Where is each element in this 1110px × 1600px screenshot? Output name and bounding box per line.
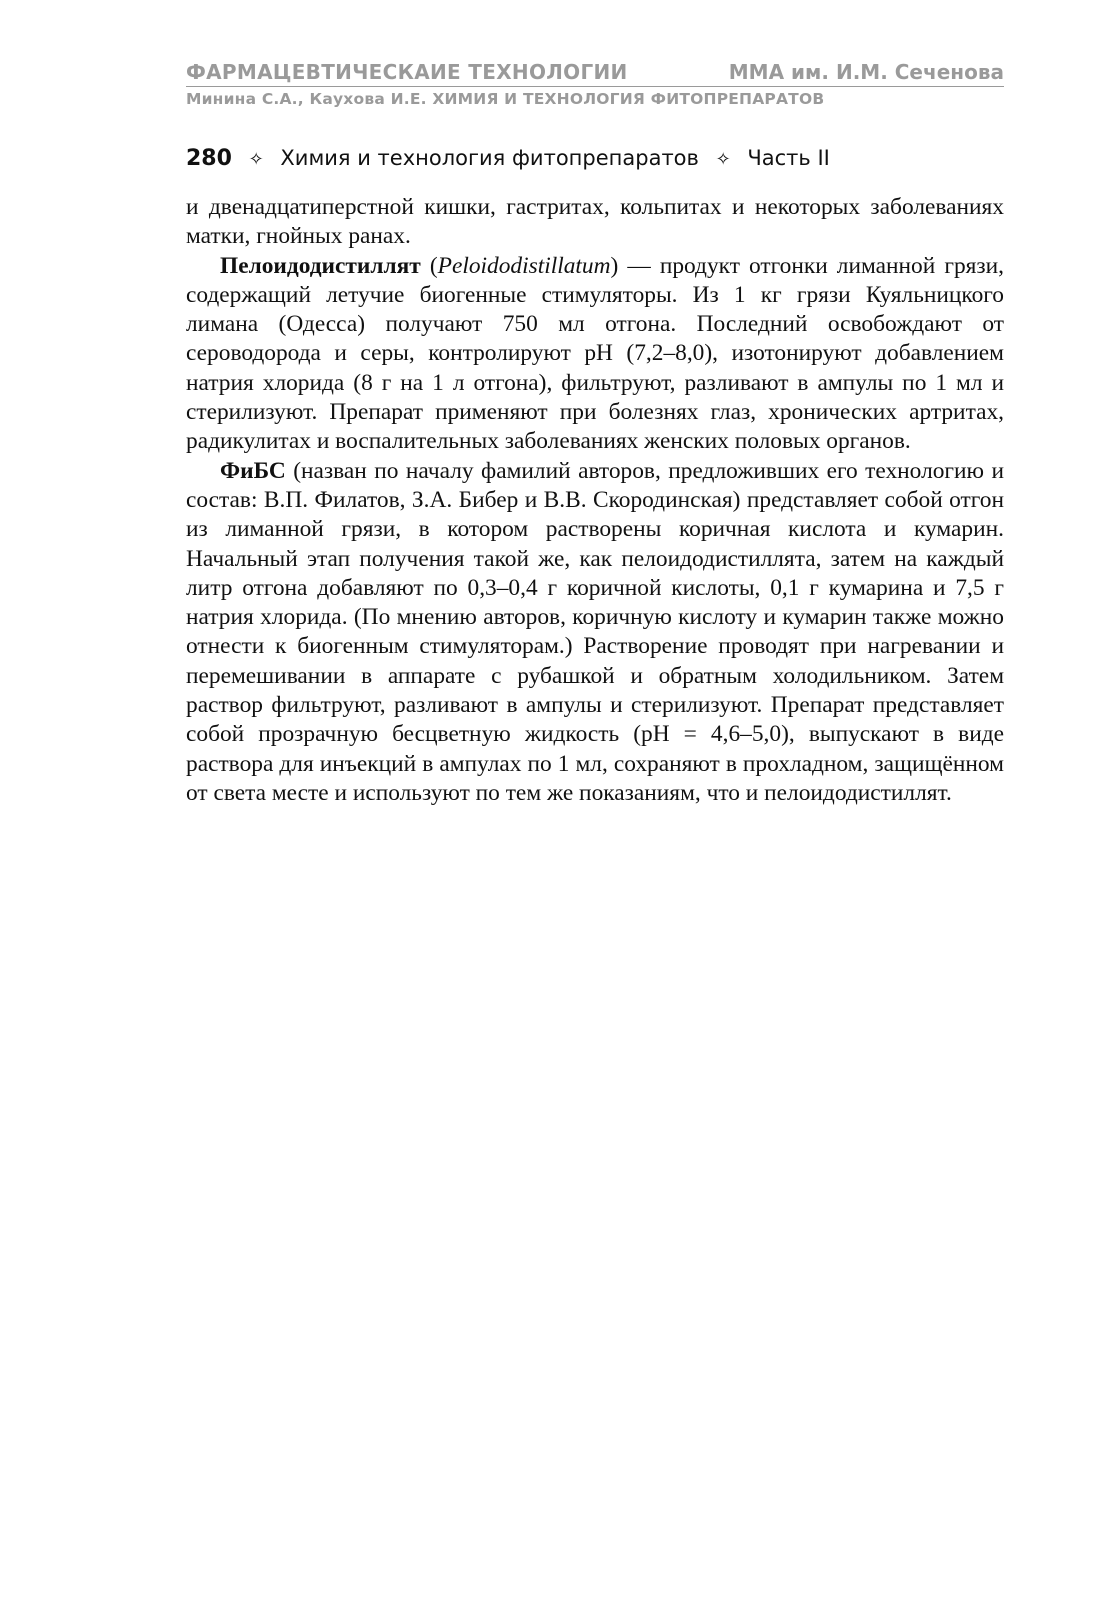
watermark-institution: ММА им. И.М. Сеченова	[728, 60, 1004, 84]
watermark-subtitle: Минина С.А., Каухова И.Е. ХИМИЯ И ТЕХНОЛОГИЯ ФИТОПРЕПАРАТОВ	[186, 90, 825, 108]
paragraph-peloidodistillat	[186, 252, 1004, 457]
paragraph-fibs	[186, 457, 1004, 809]
diamond-separator-icon: ✧	[715, 149, 731, 170]
running-head	[186, 146, 1004, 171]
paragraph-text: ) — продукт отгонки лиманной грязи, содержащий летучие биогенные стимуляторы. Из 1 кг грязи Куяльницкого лимана (Одесса) получают 750 мл отгона. Последний освобождают от сероводорода и серы, контролируют pH (7,2–8,0), изотонируют добавлением натрия хлорида (8 г на 1 л отгона), фильтруют, разливают в ампулы по 1 мл и стерилизуют. Препарат применяют при болезнях глаз, хронических артритах, радикулитах и воспалительных заболеваниях женских половых органов.	[186, 252, 1004, 455]
paragraph-text: (назван по началу фамилий авторов, предложивших его технологию и состав: В.П. Филатов, З.А. Бибер и В.В. Скородинская) представляет собой отгон из лиманной грязи, в котором растворены коричная кислота и кумарин. Начальный этап получения такой же, как пелоидодистиллята, затем на каждый литр отгона добавляют по 0,3–0,4 г коричной кислоты, 0,1 г кумарина и 7,5 г натрия хлорида. (По мнению авторов, коричную кислоту и кумарин также можно отнести к биогенным стимуляторам.) Растворение проводят при нагревании и перемешивании в аппарате с рубашкой и обратным холодильником. Затем раствор фильтруют, разливают в ампулы и стерилизуют. Препарат представляет собой прозрачную бесцветную жидкость (pH = 4,6–5,0), выпускают в виде раствора для инъекций в ампулах по 1 мл, сохраняют в прохладном, защищённом от света месте и используют по тем же показаниям, что и пелоидодистиллят.	[186, 457, 1004, 806]
page-number: 280	[186, 146, 232, 171]
latin-paren-open: (	[420, 252, 438, 279]
diamond-separator-icon: ✧	[248, 149, 264, 170]
book-title: Химия и технология фитопрепаратов	[280, 146, 699, 170]
book-part: Часть II	[747, 146, 830, 170]
body-text	[186, 193, 1004, 808]
term-heading: ФиБС	[220, 457, 286, 484]
latin-name: Peloidodistillatum	[437, 252, 611, 279]
paragraph-continuation: и двенадцатиперстной кишки, гастритах, кольпитах и некоторых заболеваниях матки, гнойных ранах.	[186, 194, 1004, 250]
watermark-header	[186, 58, 1004, 87]
watermark-series-title: ФАРМАЦЕВТИЧЕСКАИЕ ТЕХНОЛОГИИ	[186, 60, 628, 84]
term-heading: Пелоидодистиллят	[220, 252, 421, 279]
